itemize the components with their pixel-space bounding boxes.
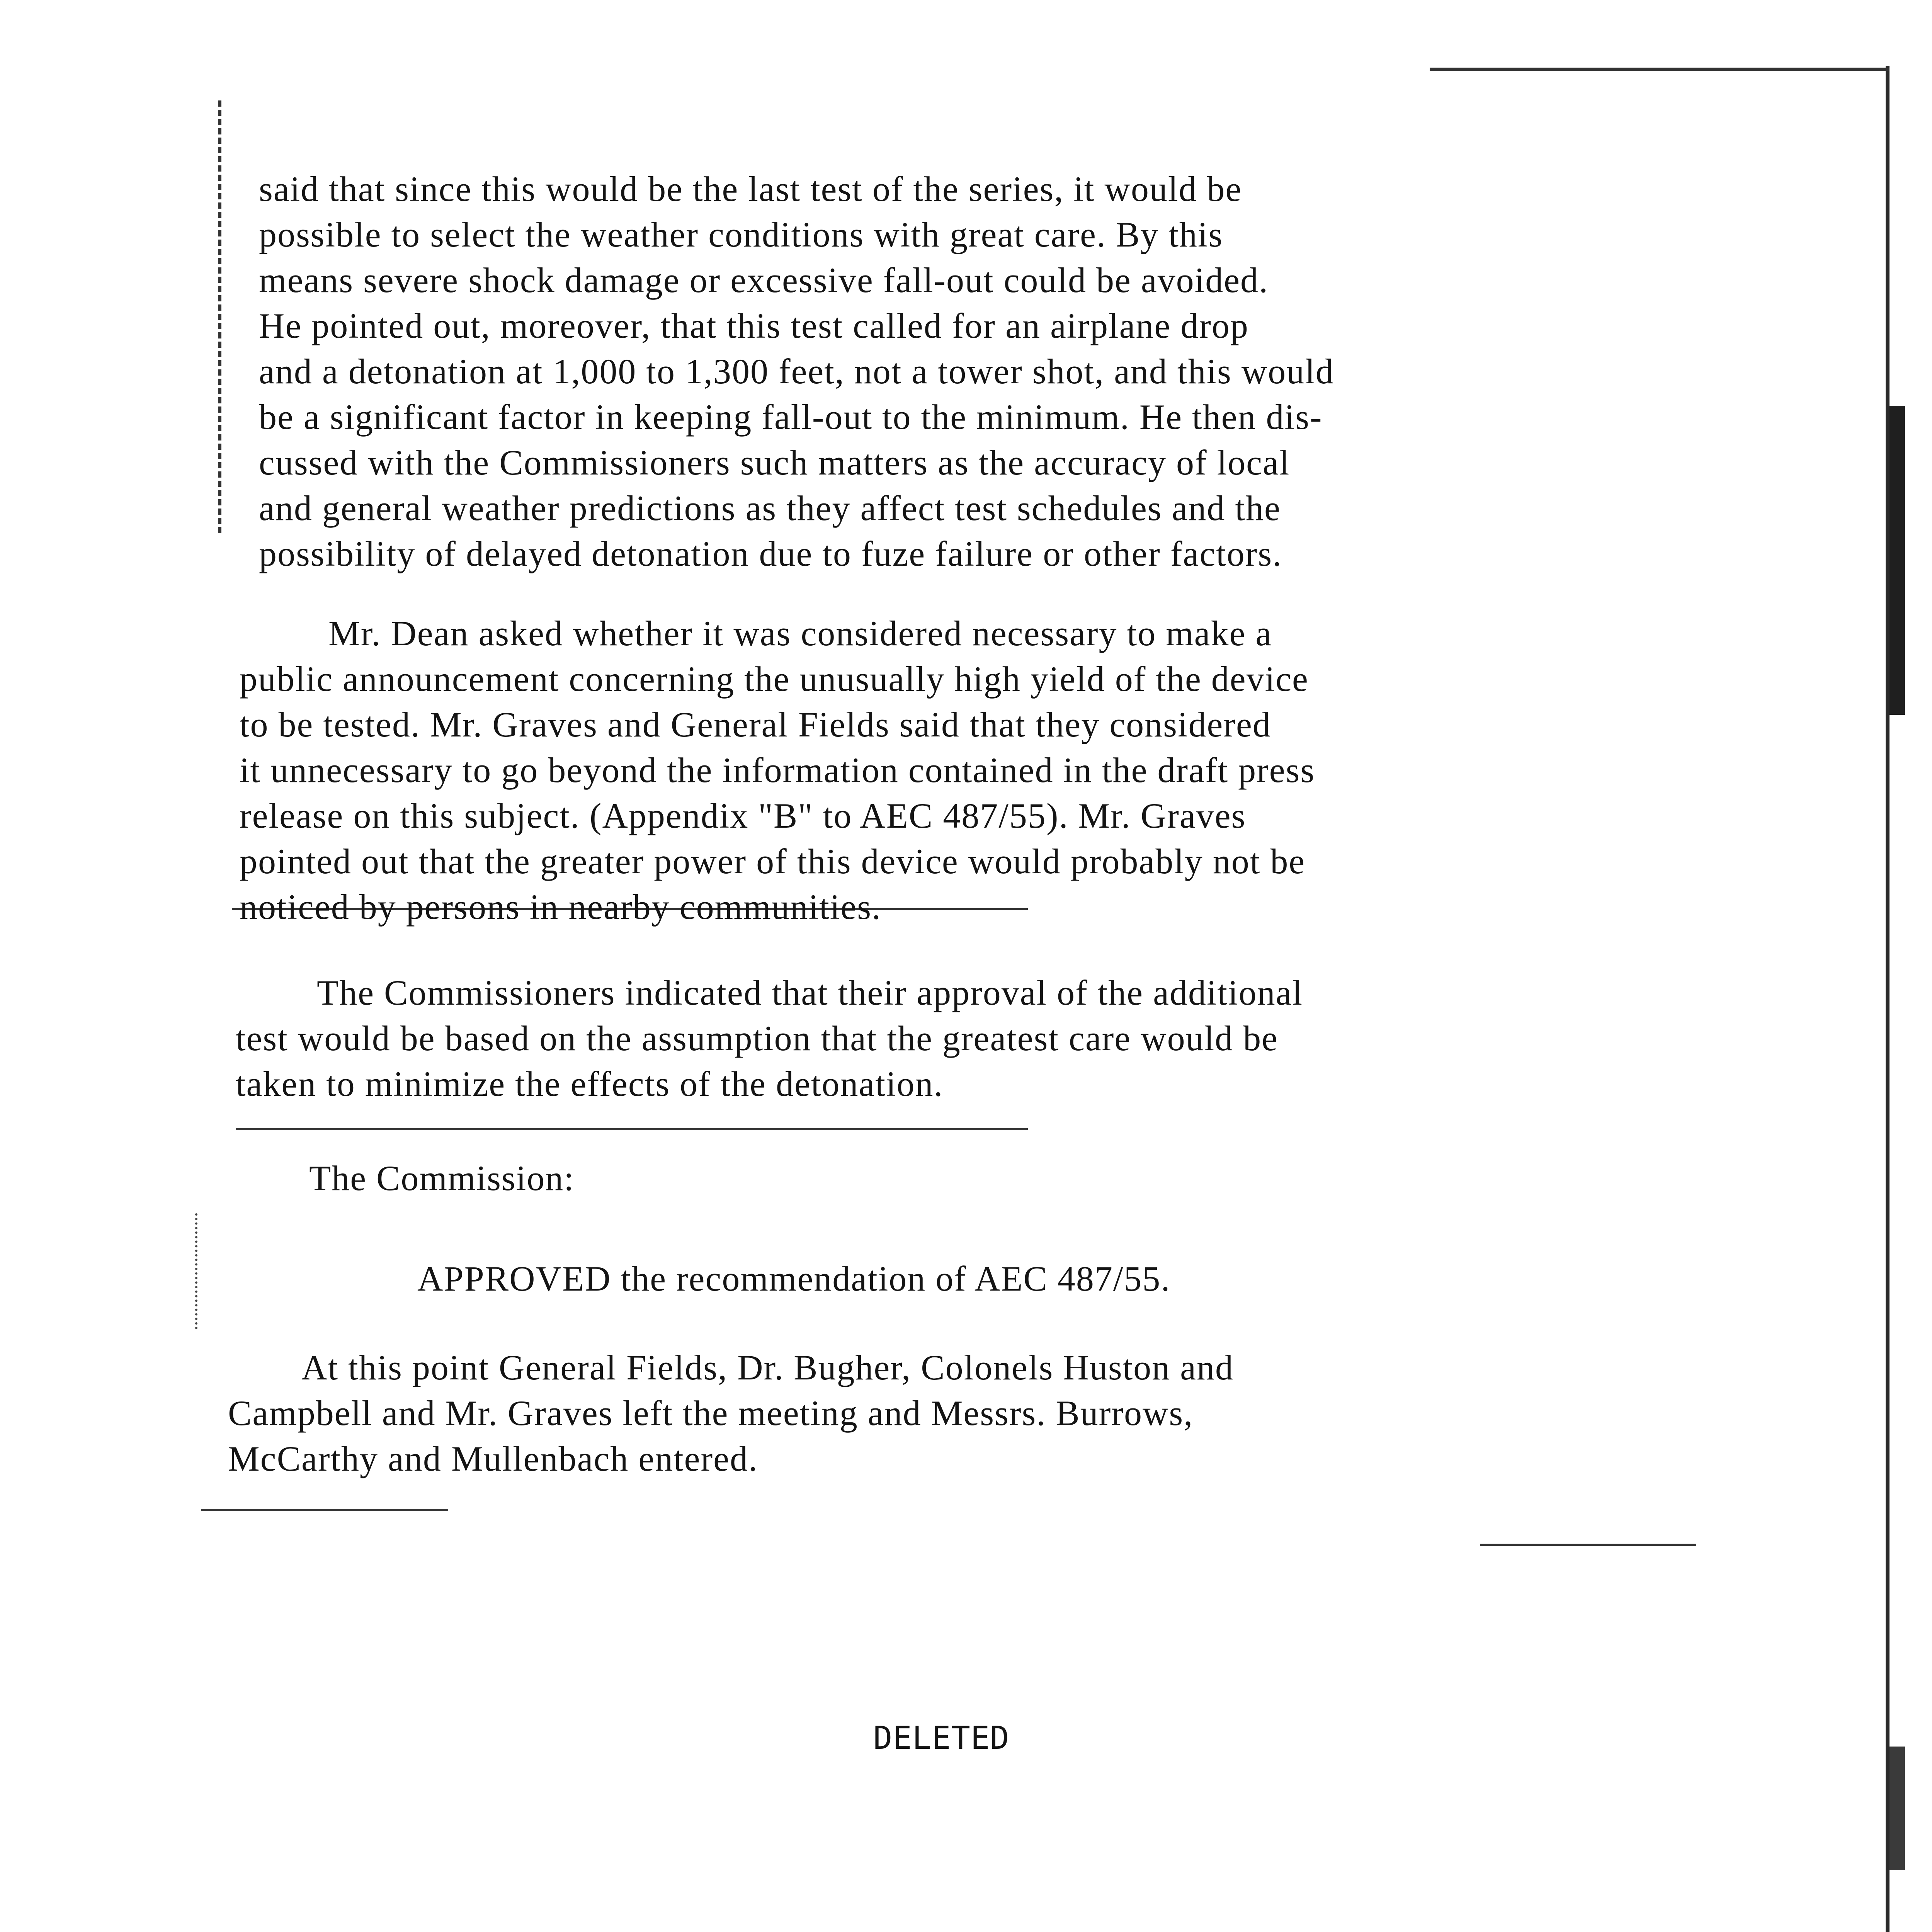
text-line: taken to minimize the effects of the detonation. — [236, 1064, 944, 1104]
scan-edge-right — [1886, 66, 1889, 1932]
text-line: Mr. Dean asked whether it was considered necessary to make a — [328, 614, 1272, 653]
scan-edge-band — [1889, 406, 1905, 715]
margin-mark-left-lower — [195, 1213, 200, 1329]
text-line: At this point General Fields, Dr. Bugher, Colonels Huston and — [301, 1348, 1234, 1387]
text-line: to be tested. Mr. Graves and General Fields said that they considered — [240, 705, 1271, 744]
commission-heading: The Commission: — [309, 1158, 575, 1198]
text-line: possible to select the weather conditions with great care. By this — [259, 215, 1223, 254]
stray-rule-right — [1480, 1544, 1696, 1546]
paragraph-departures — [228, 1345, 1234, 1481]
text-line: Campbell and Mr. Graves left the meeting and Messrs. Burrows, — [228, 1393, 1194, 1433]
text-line: The Commissioners indicated that their approval of the additional — [317, 973, 1303, 1012]
paragraph-weather — [259, 166, 1334, 577]
deleted-stamp: DELETED — [873, 1720, 1010, 1757]
stray-rule-left — [201, 1509, 448, 1511]
text-line: cussed with the Commissioners such matters as the accuracy of local — [259, 443, 1290, 482]
text-line: said that since this would be the last test of the series, it would be — [259, 169, 1242, 209]
paragraph-public-announcement — [240, 611, 1315, 930]
text-line: test would be based on the assumption that the greatest care would be — [236, 1019, 1278, 1058]
text-line: and general weather predictions as they affect test schedules and the — [259, 488, 1281, 528]
text-line: it unnecessary to go beyond the information contained in the draft press — [240, 750, 1315, 790]
text-line: McCarthy and Mullenbach entered. — [228, 1439, 758, 1478]
text-line: means severe shock damage or excessive fall-out could be avoided. — [259, 260, 1269, 300]
text-line: pointed out that the greater power of this device would probably not be — [240, 842, 1306, 881]
text-line: be a significant factor in keeping fall-out to the minimum. He then dis- — [259, 397, 1323, 437]
scan-edge-band-lower — [1889, 1747, 1905, 1870]
margin-mark-left — [218, 100, 224, 533]
underline-stroke-2 — [236, 1128, 1028, 1130]
text-line: and a detonation at 1,000 to 1,300 feet, not a tower shot, and this would — [259, 352, 1334, 391]
text-line: release on this subject. (Appendix "B" to AEC 487/55). Mr. Graves — [240, 796, 1246, 835]
text-line: He pointed out, moreover, that this test called for an airplane drop — [259, 306, 1249, 345]
approved-recommendation: APPROVED the recommendation of AEC 487/55. — [417, 1259, 1171, 1298]
text-line: possibility of delayed detonation due to fuze failure or other factors. — [259, 534, 1282, 573]
text-line: public announcement concerning the unusually high yield of the device — [240, 659, 1309, 699]
text-line: noticed by persons in nearby communities. — [240, 887, 882, 927]
scan-edge-top — [1430, 68, 1889, 71]
paragraph-commissioners-approval — [236, 970, 1303, 1107]
